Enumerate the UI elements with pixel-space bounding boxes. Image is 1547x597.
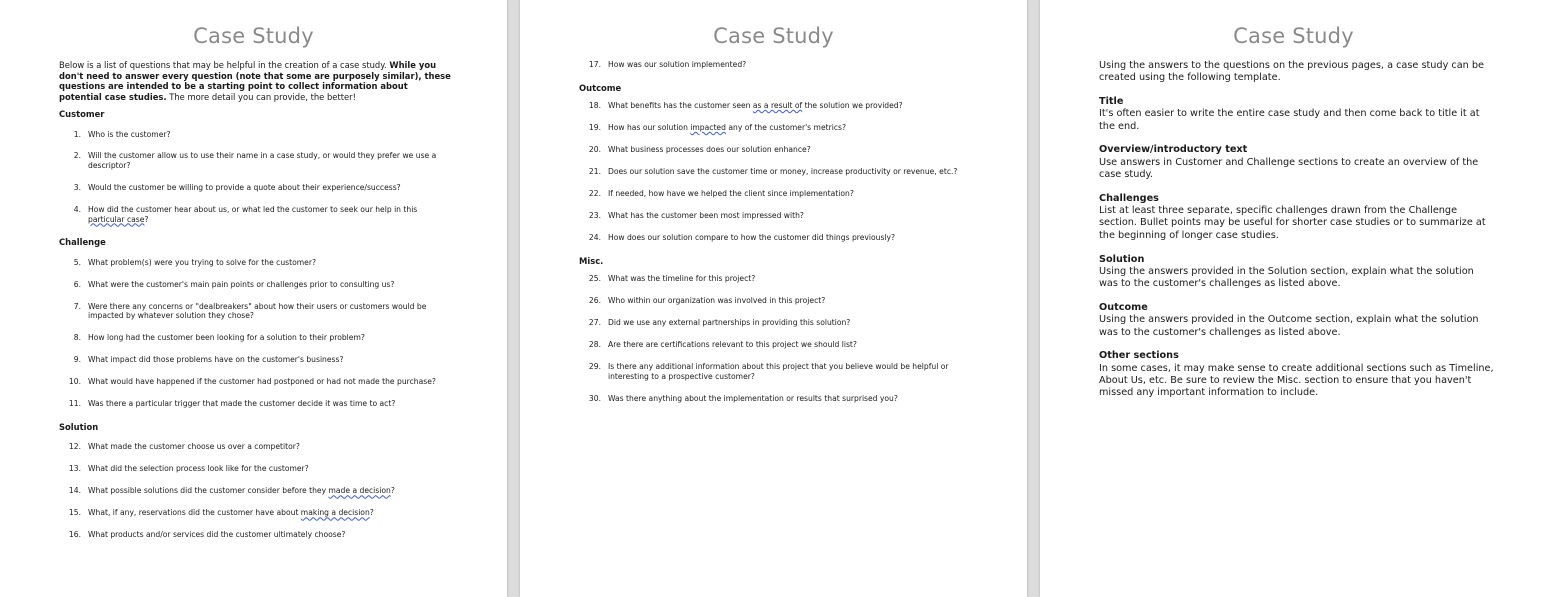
question-text: How does our solution compare to how the customer did things previously? bbox=[608, 233, 896, 242]
question-text-part: What benefits has the customer seen bbox=[608, 101, 753, 111]
question-item bbox=[59, 302, 453, 321]
question-text-part: How did the customer hear about us, or what led the customer to seek our help in this bbox=[88, 205, 418, 215]
question-number: 5. bbox=[73, 257, 81, 267]
question-text: Does our solution save the customer time or money, increase productivity or revenue, etc.? bbox=[608, 167, 958, 177]
question-number: 7. bbox=[73, 301, 81, 311]
section-heading: Customer bbox=[59, 109, 105, 119]
question-number: 8. bbox=[73, 333, 81, 343]
question-number: 15. bbox=[68, 508, 81, 518]
question-number: 26. bbox=[588, 296, 601, 306]
question-text: How was our solution implemented? bbox=[608, 60, 747, 69]
question-text: What were the customer's main pain points or challenges prior to consulting us? bbox=[88, 279, 395, 289]
question-item bbox=[579, 233, 975, 243]
question-text: What was the timeline for this project? bbox=[608, 274, 756, 284]
template-section bbox=[1099, 254, 1495, 291]
question-text-part: ? bbox=[369, 508, 374, 518]
question-list bbox=[59, 130, 453, 225]
question-item bbox=[579, 362, 975, 381]
question-item bbox=[59, 355, 453, 365]
question-item bbox=[59, 486, 453, 496]
question-item bbox=[579, 211, 975, 221]
question-number: 16. bbox=[68, 530, 81, 540]
question-text: What did the selection process look like for the customer? bbox=[88, 464, 309, 474]
question-number: 27. bbox=[588, 318, 601, 328]
template-section bbox=[1099, 350, 1495, 399]
question-text: Who is the customer? bbox=[88, 129, 171, 139]
question-number: 30. bbox=[588, 393, 601, 403]
question-number: 14. bbox=[68, 486, 81, 496]
template-section-body: List at least three separate, specific challenges drawn from the Challenge section. Bullet points may be useful for shorter case studies or to summarize at the beginning of longer case studies. bbox=[1099, 205, 1486, 241]
question-list bbox=[579, 101, 975, 243]
question-item bbox=[579, 340, 975, 350]
question-text: What impact did those problems have on the customer's business? bbox=[88, 355, 344, 365]
question-number: 10. bbox=[68, 377, 81, 387]
question-item bbox=[59, 183, 453, 193]
question-item bbox=[59, 280, 453, 290]
question-number: 3. bbox=[73, 183, 81, 193]
question-text: If needed, how have we helped the client since implementation? bbox=[608, 189, 854, 199]
page-content bbox=[579, 60, 975, 403]
question-number: 25. bbox=[588, 274, 601, 284]
question-number: 28. bbox=[588, 340, 601, 350]
question-text: Was there anything about the implementation or results that surprised you? bbox=[608, 393, 898, 403]
question-number: 29. bbox=[588, 362, 601, 372]
question-text: What products and/or services did the customer ultimately choose? bbox=[88, 530, 346, 540]
question-number: 11. bbox=[68, 399, 81, 409]
section-heading: Challenge bbox=[59, 237, 106, 248]
question-text-part: the solution we provided? bbox=[802, 101, 903, 111]
question-text-part: any of the customer's metrics? bbox=[725, 123, 846, 133]
question-number: 21. bbox=[588, 167, 601, 177]
template-section bbox=[1099, 144, 1495, 181]
document-page-3 bbox=[1040, 0, 1547, 597]
template-section-heading: Challenges bbox=[1099, 192, 1159, 204]
page-title: Case Study bbox=[193, 24, 314, 48]
section-heading: Misc. bbox=[579, 255, 604, 266]
template-section bbox=[1099, 193, 1495, 242]
question-item bbox=[579, 318, 975, 328]
page-content bbox=[1099, 60, 1495, 400]
template-section-heading: Other sections bbox=[1099, 350, 1179, 362]
question-item bbox=[579, 296, 975, 306]
question-text-part: ? bbox=[390, 486, 395, 496]
template-section bbox=[1099, 302, 1495, 339]
question-text-part: What possible solutions did the customer consider before they bbox=[88, 486, 329, 496]
spelling-flag: particular case bbox=[88, 214, 145, 224]
question-text: Was there a particular trigger that made the customer decide it was time to act? bbox=[88, 399, 396, 409]
question-item bbox=[579, 394, 975, 404]
question-item bbox=[59, 464, 453, 474]
question-text: What business processes does our solution enhance? bbox=[608, 145, 811, 155]
question-text bbox=[608, 123, 846, 132]
question-number: 6. bbox=[73, 279, 81, 289]
template-section-heading: Outcome bbox=[1099, 301, 1148, 313]
question-text: Were there any concerns or "dealbreakers" about how their users or customers would be impacted by whatever solution they chose? bbox=[88, 301, 427, 321]
question-text: Would the customer be willing to provide a quote about their experience/success? bbox=[88, 183, 401, 193]
question-number: 23. bbox=[588, 211, 601, 221]
intro-paragraph bbox=[59, 60, 453, 102]
spelling-flag: made a decision bbox=[328, 486, 391, 496]
template-section-heading: Overview/introductory text bbox=[1099, 144, 1248, 156]
question-number: 13. bbox=[68, 464, 81, 474]
question-item bbox=[59, 377, 453, 387]
question-number: 2. bbox=[73, 151, 81, 161]
question-item bbox=[59, 530, 453, 540]
question-item bbox=[59, 399, 453, 409]
template-section-body: In some cases, it may make sense to create additional sections such as Timeline, About Us, etc. Be sure to review the Misc. section to ensure that you haven't missed any important information to include. bbox=[1099, 362, 1494, 399]
question-list bbox=[59, 258, 453, 409]
spelling-flag: making a decision bbox=[300, 508, 370, 518]
question-text: Is there any additional information about this project that you believe would be helpful or interesting to a prospective customer? bbox=[608, 362, 949, 381]
question-text: Will the customer allow us to use their name in a case study, or would they prefer we use a descriptor? bbox=[88, 151, 437, 171]
template-section-heading: Solution bbox=[1099, 253, 1145, 265]
page-title: Case Study bbox=[713, 24, 834, 48]
question-item bbox=[579, 101, 975, 111]
question-item bbox=[579, 274, 975, 284]
template-section-body: Use answers in Customer and Challenge sections to create an overview of the case study. bbox=[1099, 156, 1479, 181]
intro-text: Below is a list of questions that may be helpful in the creation of a case study. bbox=[59, 60, 390, 70]
question-number: 9. bbox=[73, 355, 81, 365]
question-item bbox=[59, 130, 453, 140]
question-text bbox=[88, 508, 374, 517]
document-page-2 bbox=[520, 0, 1027, 597]
question-number: 1. bbox=[73, 129, 81, 139]
question-text: Are there are certifications relevant to this project we should list? bbox=[608, 340, 857, 350]
question-number: 17. bbox=[588, 60, 601, 69]
template-intro: Using the answers to the questions on the previous pages, a case study can be created using the following template. bbox=[1099, 60, 1484, 84]
question-text: What made the customer choose us over a competitor? bbox=[88, 442, 300, 452]
question-text: Who within our organization was involved in this project? bbox=[608, 296, 826, 306]
question-text: What would have happened if the customer had postponed or had not made the purchase? bbox=[88, 377, 436, 387]
question-item bbox=[579, 189, 975, 199]
question-text-part: ? bbox=[144, 214, 149, 224]
template-section-body: It's often easier to write the entire case study and then come back to title it at the end. bbox=[1099, 108, 1480, 132]
spelling-flag: as a result of bbox=[752, 101, 803, 111]
question-list bbox=[579, 274, 975, 403]
question-text bbox=[608, 101, 903, 110]
question-number: 12. bbox=[68, 442, 81, 452]
section-heading: Solution bbox=[59, 421, 99, 432]
question-item bbox=[59, 442, 453, 452]
question-item bbox=[579, 123, 975, 133]
question-text: What problem(s) were you trying to solve for the customer? bbox=[88, 257, 316, 267]
question-item bbox=[59, 508, 453, 518]
document-page-1 bbox=[0, 0, 507, 597]
intro-text-end: The more detail you can provide, the better! bbox=[166, 91, 356, 102]
question-item bbox=[579, 60, 975, 70]
template-section-heading: Title bbox=[1099, 96, 1124, 108]
question-list bbox=[59, 442, 453, 540]
question-text-part: What, if any, reservations did the customer have about bbox=[88, 508, 301, 518]
question-number: 19. bbox=[588, 123, 601, 133]
section-heading: Outcome bbox=[579, 82, 622, 93]
question-text: Did we use any external partnerships in providing this solution? bbox=[608, 318, 851, 328]
question-item bbox=[59, 333, 453, 343]
question-text bbox=[88, 486, 395, 495]
question-text: What has the customer been most impressed with? bbox=[608, 211, 804, 221]
page-title: Case Study bbox=[1233, 24, 1354, 48]
question-item bbox=[579, 167, 975, 177]
intro-bold-text: While you don't need to answer every question (note that some are purposely similar), these questions are intended to be a starting point to collect information about potential case studies. bbox=[59, 60, 451, 102]
template-section-body: Using the answers provided in the Outcome section, explain what the solution was to the customer's challenges as listed above. bbox=[1099, 314, 1479, 338]
question-list bbox=[579, 60, 975, 70]
page-content bbox=[59, 60, 453, 540]
question-number: 20. bbox=[588, 145, 601, 155]
question-text: How long had the customer been looking for a solution to their problem? bbox=[88, 333, 365, 343]
question-text-part: How has our solution bbox=[608, 123, 691, 133]
question-item bbox=[579, 145, 975, 155]
question-number: 4. bbox=[73, 205, 81, 215]
question-item bbox=[59, 205, 453, 224]
template-section bbox=[1099, 96, 1495, 133]
question-item bbox=[59, 151, 453, 170]
spelling-flag: impacted bbox=[690, 123, 726, 133]
question-number: 24. bbox=[588, 233, 601, 242]
question-text bbox=[88, 205, 417, 224]
question-number: 22. bbox=[588, 189, 601, 199]
template-section-body: Using the answers provided in the Solution section, explain what the solution was to the customer's challenges as listed above. bbox=[1099, 265, 1474, 290]
question-number: 18. bbox=[588, 101, 601, 111]
question-item bbox=[59, 258, 453, 268]
